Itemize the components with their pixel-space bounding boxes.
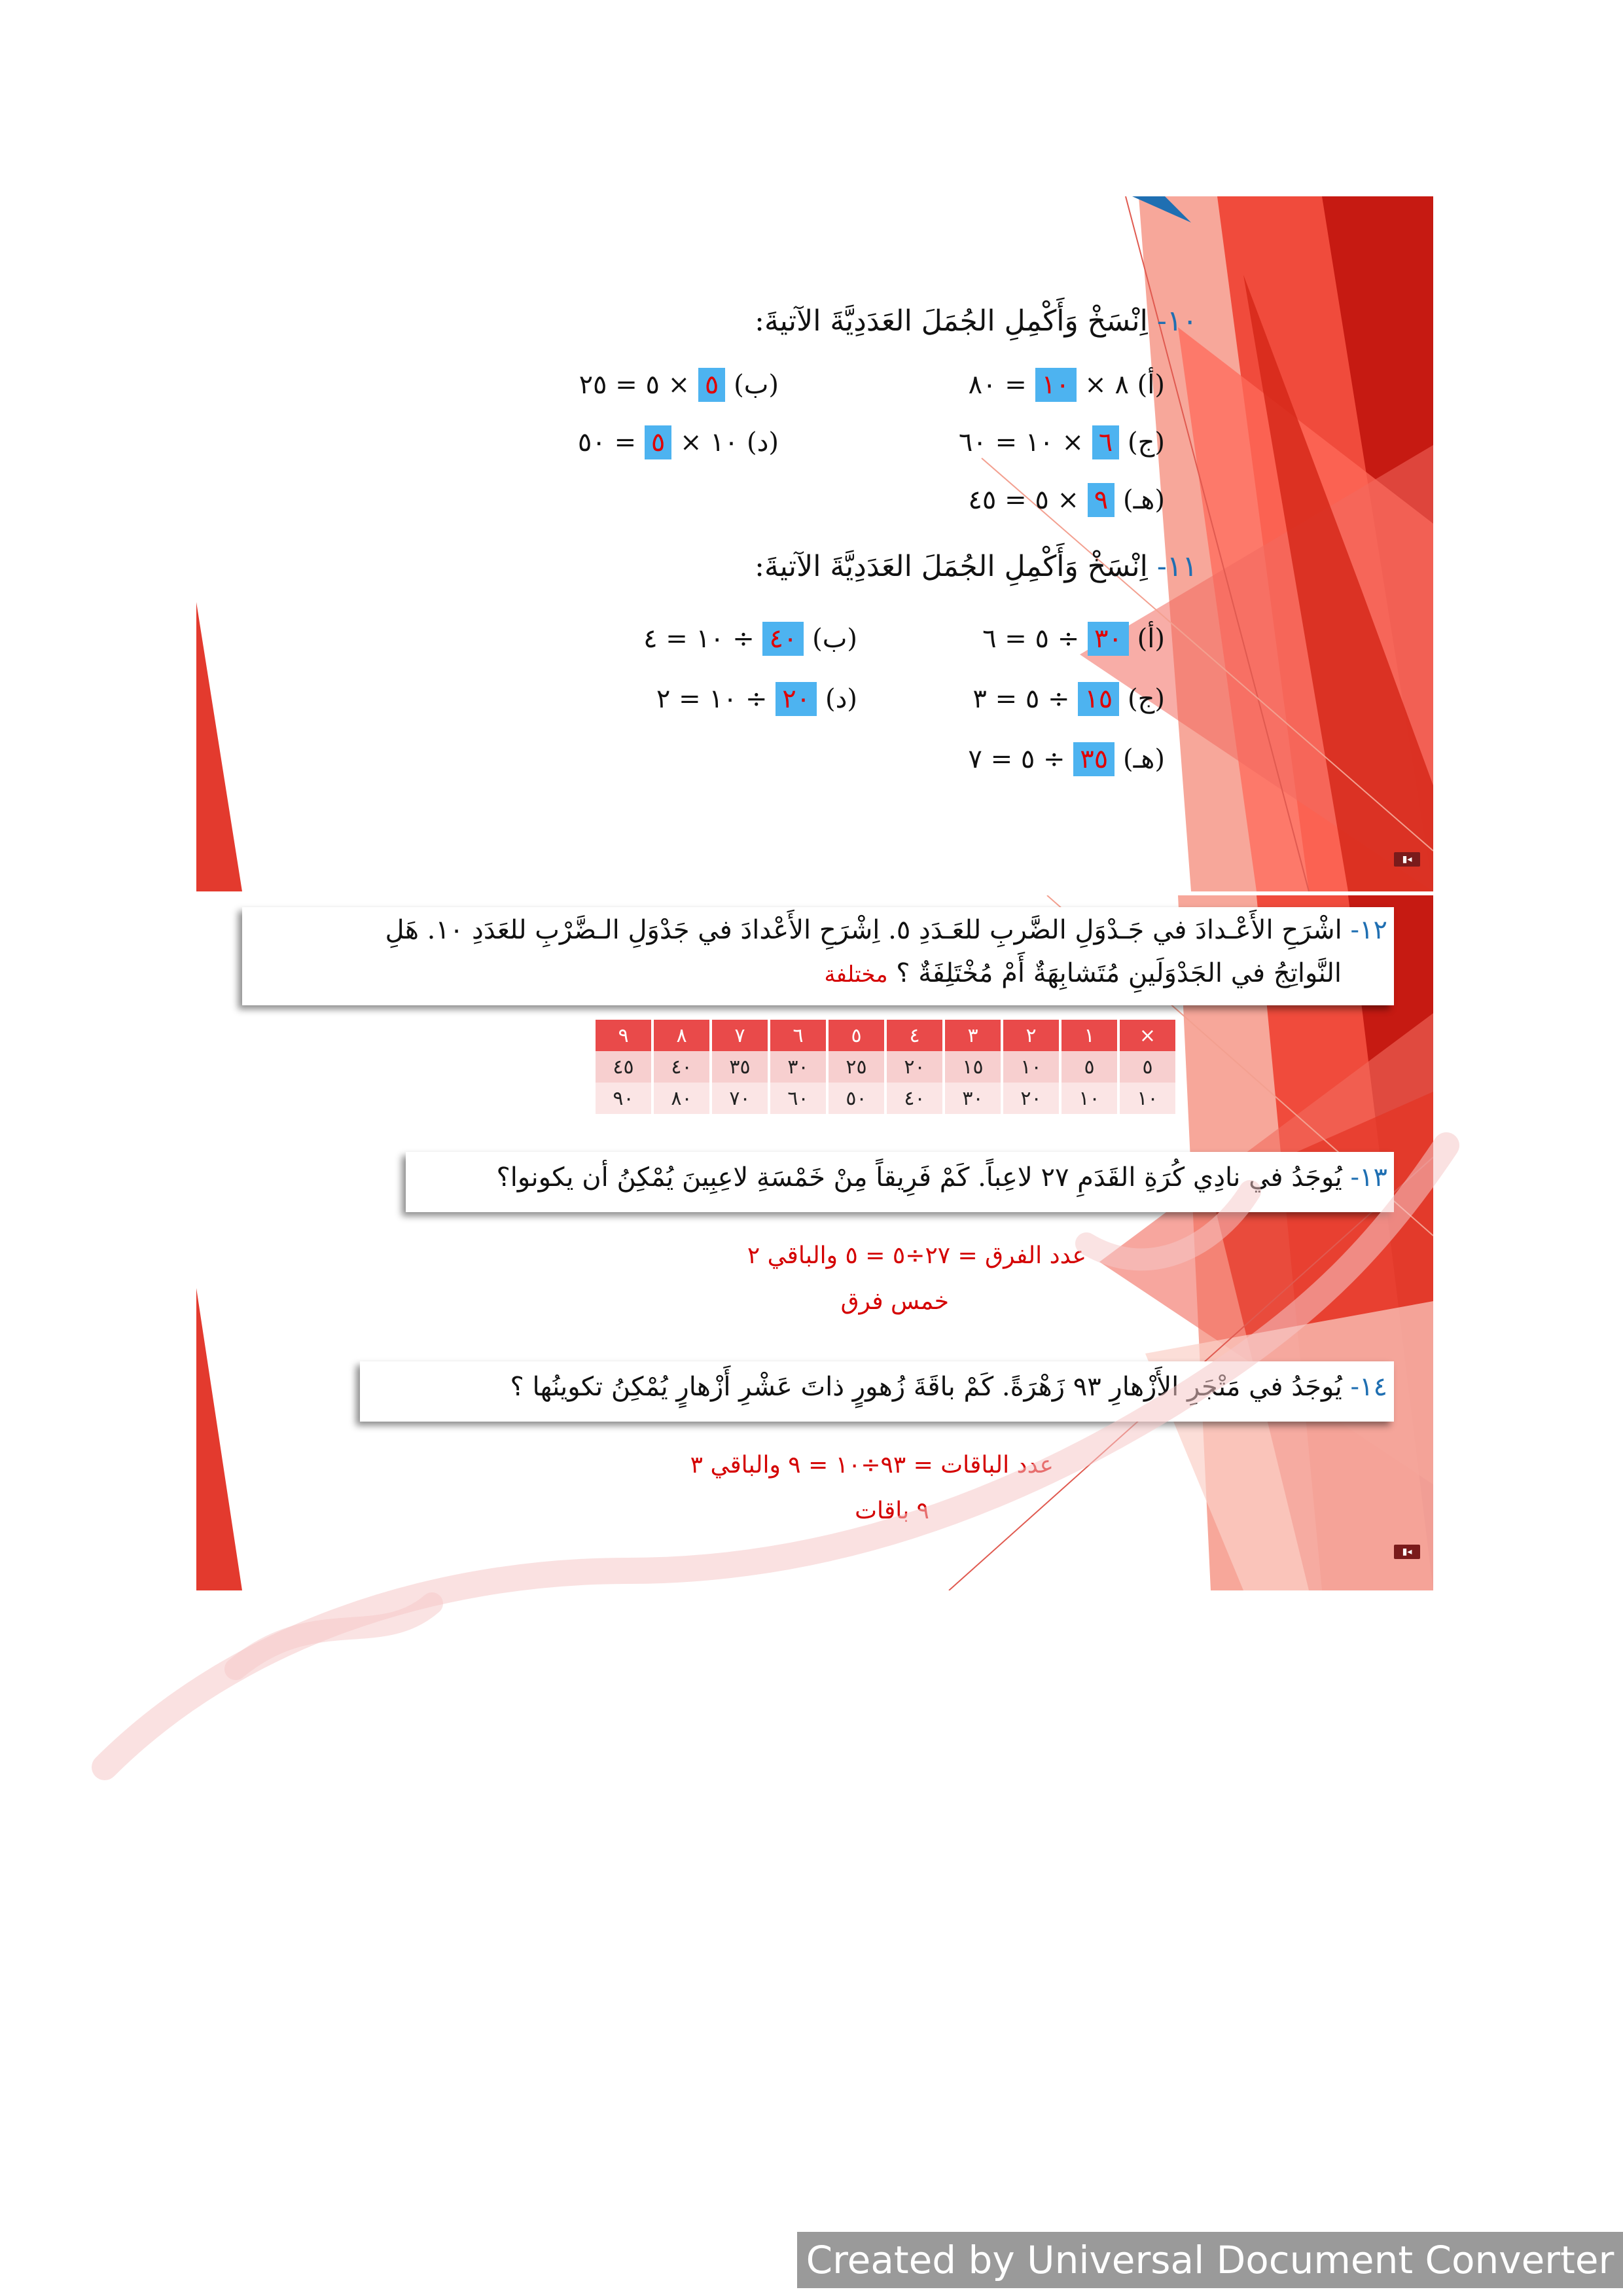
table-row — [596, 1051, 1175, 1083]
table-cell: ٢٥ — [829, 1051, 884, 1083]
slide-1 — [196, 196, 1433, 891]
table-cell: ١٠ — [1061, 1083, 1117, 1114]
q11-item-a-post: ÷ ٥ = ٦ — [982, 624, 1080, 654]
table-cell: ٤٠ — [654, 1051, 709, 1083]
table-cell: ٥ — [1120, 1051, 1175, 1083]
question-13-answer-1: عدد الفرق = ٢٧÷٥ = ٥ والباقي ٢ — [747, 1242, 1086, 1269]
q11-item-a-label: (أ) — [1137, 624, 1165, 654]
table-header-cell: ٣ — [945, 1020, 1001, 1051]
q10-item-a-pre: ٨ × — [1084, 370, 1129, 400]
q10-item-c-answer-box: ٦ — [1092, 425, 1119, 459]
q11-item-c-answer-box: ١٥ — [1078, 682, 1119, 716]
table-cell: ٤٠ — [887, 1083, 942, 1114]
question-12 — [385, 915, 1387, 945]
table-header-cell: ٥ — [829, 1020, 884, 1051]
q10-item-c — [959, 425, 1165, 459]
question-12-line-1: اشْرَحِ الأَعْـدادَ في جَـدْوَلِ الضَّربِ للعَـدَدِ ٥. اِشْرَحِ الأَعْدادَ في جَدْوَلِ الـضَّرْبِ للعَدَدِ ١٠. هَلِ — [385, 915, 1342, 945]
q10-item-b-label: (ب) — [734, 370, 779, 400]
table-cell: ١٠ — [1003, 1051, 1059, 1083]
table-cell: ٢٠ — [887, 1051, 942, 1083]
q10-item-b-post: × ٥ = ٢٥ — [579, 370, 690, 400]
table-header-cell: ١ — [1061, 1020, 1117, 1051]
q10-item-d-answer-box: ٥ — [645, 425, 671, 459]
q11-item-d-answer-box: ٢٠ — [776, 682, 817, 716]
question-12-line-2: النَّواتِجُ في الجَدْوَلَينِ مُتَشابِهَةٌ أَمْ مُخْتَلِفَةٌ ؟ — [896, 958, 1342, 988]
table-cell: ٣٥ — [712, 1051, 768, 1083]
table-header-cell: ٩ — [596, 1020, 651, 1051]
footer-converter-banner: Created by Universal Document Converter — [797, 2232, 1623, 2288]
table-cell: ١٥ — [945, 1051, 1001, 1083]
question-12-answer: مختلفة — [824, 961, 888, 988]
table-cell: ٥٠ — [829, 1083, 884, 1114]
slide-2-navigation-icon[interactable]: ▮◂ — [1394, 1545, 1420, 1559]
q10-item-a-post: = ٨٠ — [968, 370, 1027, 400]
q10-item-e — [968, 483, 1165, 517]
q11-item-c-label: (ج) — [1127, 684, 1165, 714]
question-13 — [497, 1162, 1387, 1193]
q10-item-d — [578, 425, 779, 459]
table-cell: ٤٥ — [596, 1051, 651, 1083]
q10-item-a — [969, 368, 1165, 402]
q11-item-b-post: ÷ ١٠ = ٤ — [643, 624, 755, 654]
q11-item-b — [643, 622, 857, 656]
table-cell: ٣٠ — [770, 1051, 826, 1083]
q11-item-c — [972, 682, 1165, 716]
q10-item-c-post: × ١٠ = ٦٠ — [958, 427, 1084, 457]
slide-1-navigation-icon[interactable]: ▮◂ — [1394, 852, 1420, 867]
question-10-text: اِنْسَخْ وَأَكْمِلِ الجُمَلَ العَدَدِيَّةَ الآتيةَ: — [755, 304, 1148, 338]
question-14-text: يُوجَدُ في مَتْجَرِ الأَزْهارِ ٩٣ زَهْرَةً. كَمْ باقَةَ زُهورٍ ذاتَ عَشْرِ أَزْهارٍ يُمْكِنُ تكوينُها ؟ — [510, 1372, 1342, 1402]
question-13-answer-2: خمس فرق — [840, 1288, 949, 1315]
question-11 — [755, 550, 1198, 583]
q11-item-c-post: ÷ ٥ = ٣ — [972, 684, 1070, 714]
table-header-cell: ٨ — [654, 1020, 709, 1051]
question-13-number: ١٣- — [1350, 1162, 1387, 1193]
q11-item-e-label: (هـ) — [1122, 744, 1165, 774]
q11-item-e-post: ÷ ٥ = ٧ — [968, 744, 1065, 774]
table-header-cell: × — [1120, 1020, 1175, 1051]
table-cell: ٥ — [1061, 1051, 1117, 1083]
question-10-number: ١٠- — [1156, 304, 1198, 338]
table-cell: ٢٠ — [1003, 1083, 1059, 1114]
question-10 — [755, 304, 1198, 338]
question-14-answer-1: عدد الباقات = ٩٣÷١٠ = ٩ والباقي ٣ — [690, 1452, 1054, 1479]
q11-item-d-post: ÷ ١٠ = ٢ — [656, 684, 768, 714]
q11-item-b-answer-box: ٤٠ — [762, 622, 804, 656]
table-row — [596, 1083, 1175, 1114]
table-header-cell: ٢ — [1003, 1020, 1059, 1051]
q10-item-a-answer-box: ١٠ — [1035, 368, 1077, 402]
slide-2 — [196, 895, 1433, 1590]
question-14 — [510, 1372, 1387, 1402]
table-cell: ٧٠ — [712, 1083, 768, 1114]
table-cell: ٦٠ — [770, 1083, 826, 1114]
q10-item-e-post: × ٥ = ٤٥ — [968, 485, 1080, 515]
q10-item-d-label: (د) — [746, 427, 779, 457]
table-cell: ٩٠ — [596, 1083, 651, 1114]
q10-item-d-post: = ٥٠ — [577, 427, 637, 457]
q10-item-e-label: (هـ) — [1122, 485, 1165, 515]
q11-item-e-answer-box: ٣٥ — [1073, 742, 1115, 776]
question-12-number: ١٢- — [1350, 915, 1387, 945]
table-header-cell: ٦ — [770, 1020, 826, 1051]
q11-item-a-answer-box: ٣٠ — [1088, 622, 1129, 656]
question-12-second-line — [824, 958, 1342, 988]
q10-item-c-label: (ج) — [1127, 427, 1165, 457]
question-13-text: يُوجَدُ في نادِي كُرَةِ القَدَمِ ٢٧ لاعِباً. كَمْ فَرِيقاً مِنْ خَمْسَةِ لاعِبِينَ يُمْكِنُ أن يكونوا؟ — [496, 1162, 1342, 1193]
q11-item-d-label: (د) — [825, 684, 857, 714]
q11-item-d — [656, 682, 857, 716]
table-cell: ٨٠ — [654, 1083, 709, 1114]
multiplication-table — [593, 1020, 1178, 1114]
q10-item-d-pre: ١٠ × — [680, 427, 739, 457]
q10-item-b — [579, 368, 779, 402]
q11-item-e — [968, 742, 1165, 776]
slide-1-background-decoration — [196, 196, 1433, 891]
q11-item-a — [982, 622, 1165, 656]
q10-item-a-label: (أ) — [1137, 370, 1165, 400]
question-14-number: ١٤- — [1350, 1372, 1387, 1402]
q11-item-b-label: (ب) — [812, 624, 857, 654]
q10-item-e-answer-box: ٩ — [1088, 483, 1115, 517]
table-cell: ١٠ — [1120, 1083, 1175, 1114]
table-header-row — [596, 1020, 1175, 1051]
table-cell: ٣٠ — [945, 1083, 1001, 1114]
question-14-answer-2: ٩ باقات — [855, 1498, 929, 1524]
question-11-number: ١١- — [1156, 550, 1198, 583]
q10-item-b-answer-box: ٥ — [698, 368, 725, 402]
table-header-cell: ٧ — [712, 1020, 768, 1051]
question-11-text: اِنْسَخْ وَأَكْمِلِ الجُمَلَ العَدَدِيَّةَ الآتيةَ: — [755, 550, 1148, 583]
table-header-cell: ٤ — [887, 1020, 942, 1051]
